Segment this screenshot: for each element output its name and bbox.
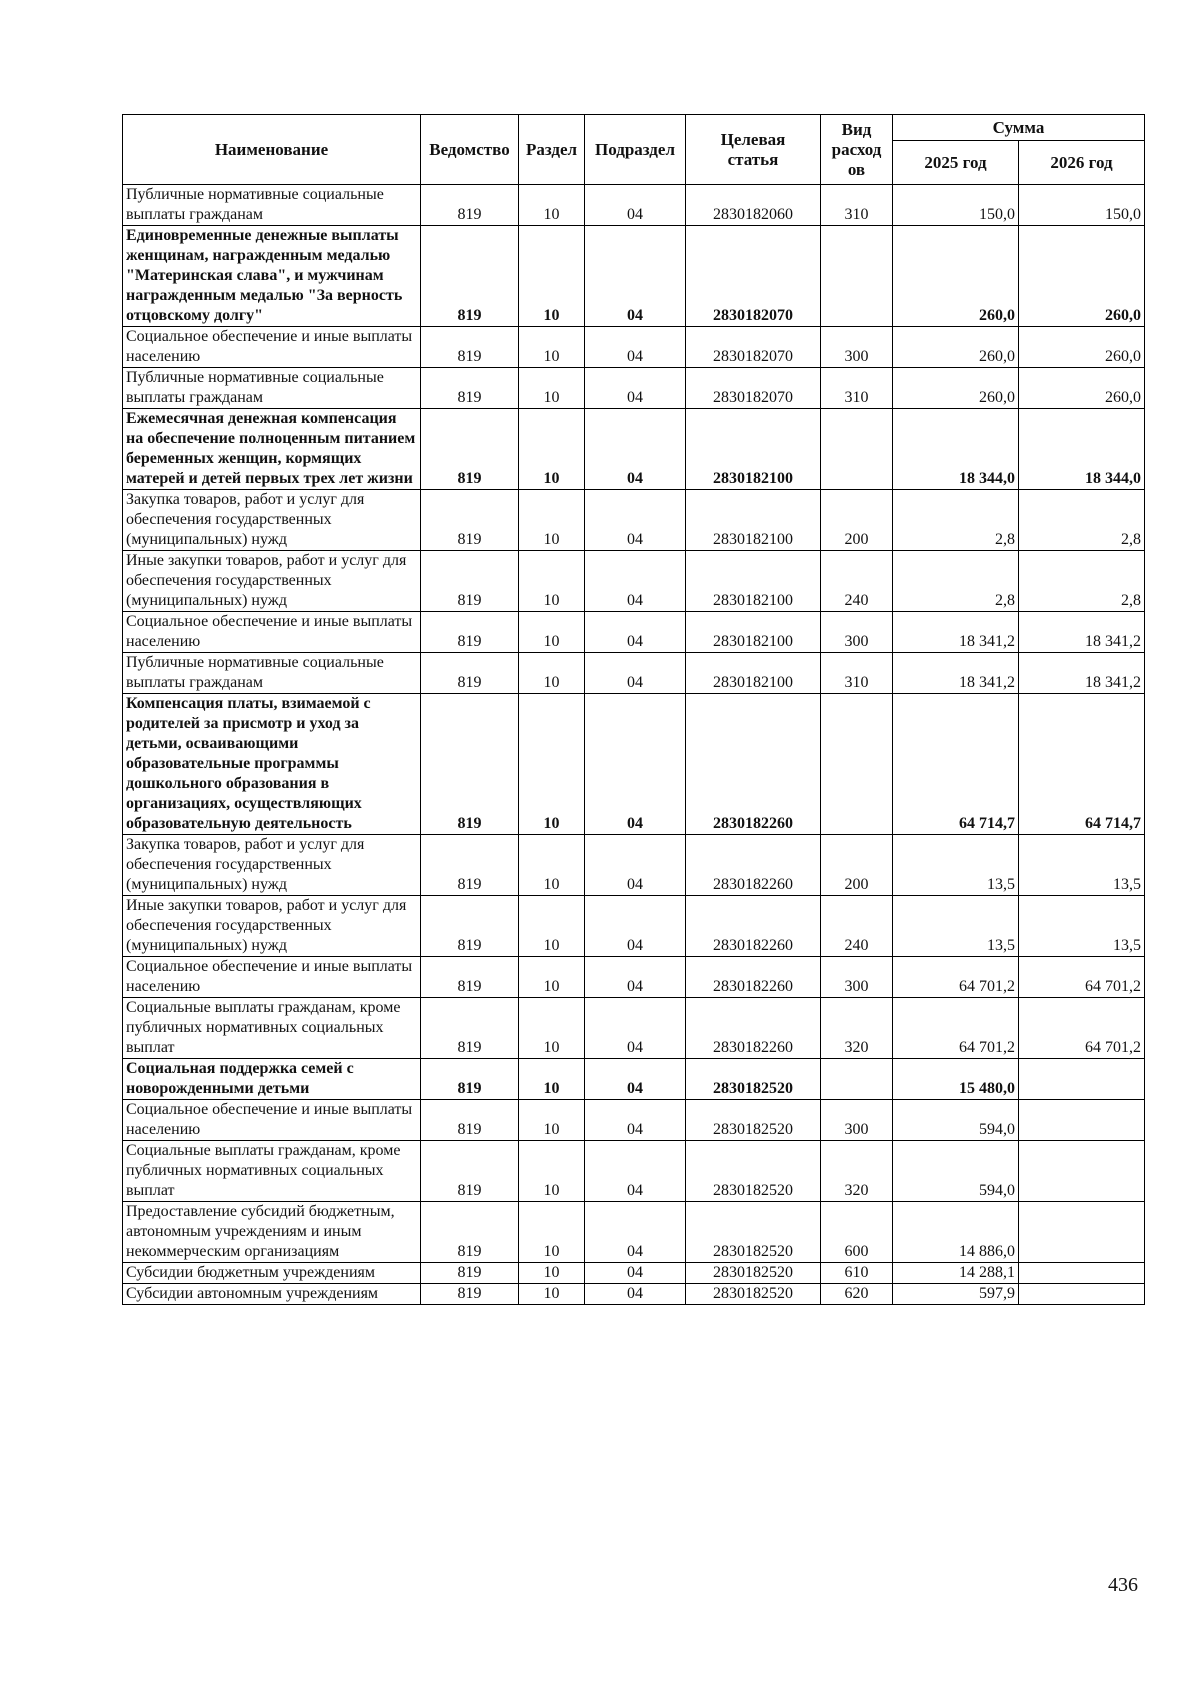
row-target-article: 2830182100 bbox=[686, 612, 821, 653]
table-row bbox=[123, 653, 1145, 694]
row-podrazdel: 04 bbox=[585, 896, 686, 957]
row-razdel: 10 bbox=[519, 226, 585, 327]
row-name: Иные закупки товаров, работ и услуг для обеспечения государственных (муниципальных) нужд bbox=[123, 551, 421, 612]
row-vedomstvo: 819 bbox=[421, 490, 519, 551]
row-razdel: 10 bbox=[519, 1059, 585, 1100]
row-sum-2025: 2,8 bbox=[893, 490, 1019, 551]
table-row bbox=[123, 1284, 1145, 1305]
row-name: Социальные выплаты гражданам, кроме публичных нормативных социальных выплат bbox=[123, 998, 421, 1059]
row-name: Социальное обеспечение и иные выплаты населению bbox=[123, 327, 421, 368]
table-row bbox=[123, 490, 1145, 551]
row-name: Иные закупки товаров, работ и услуг для обеспечения государственных (муниципальных) нужд bbox=[123, 896, 421, 957]
row-vedomstvo: 819 bbox=[421, 1284, 519, 1305]
row-razdel: 10 bbox=[519, 1100, 585, 1141]
row-sum-2026: 2,8 bbox=[1019, 490, 1145, 551]
row-sum-2025: 18 341,2 bbox=[893, 653, 1019, 694]
row-target-article: 2830182060 bbox=[686, 185, 821, 226]
row-podrazdel: 04 bbox=[585, 368, 686, 409]
row-target-article: 2830182100 bbox=[686, 409, 821, 490]
row-vid-rashodov: 610 bbox=[821, 1263, 893, 1284]
header-year-2026: 2026 год bbox=[1019, 141, 1145, 185]
row-sum-2026: 18 341,2 bbox=[1019, 612, 1145, 653]
row-name: Закупка товаров, работ и услуг для обеспечения государственных (муниципальных) нужд bbox=[123, 835, 421, 896]
table-row bbox=[123, 612, 1145, 653]
table-row bbox=[123, 1059, 1145, 1100]
page-number: 436 bbox=[1108, 1574, 1138, 1596]
row-name: Субсидии автономным учреждениям bbox=[123, 1284, 421, 1305]
row-sum-2025: 18 341,2 bbox=[893, 612, 1019, 653]
row-podrazdel: 04 bbox=[585, 1263, 686, 1284]
table-row bbox=[123, 185, 1145, 226]
row-sum-2025: 13,5 bbox=[893, 896, 1019, 957]
row-vid-rashodov bbox=[821, 1059, 893, 1100]
row-vedomstvo: 819 bbox=[421, 551, 519, 612]
row-vedomstvo: 819 bbox=[421, 612, 519, 653]
table-row bbox=[123, 896, 1145, 957]
row-podrazdel: 04 bbox=[585, 835, 686, 896]
row-podrazdel: 04 bbox=[585, 551, 686, 612]
row-podrazdel: 04 bbox=[585, 694, 686, 835]
row-sum-2026 bbox=[1019, 1263, 1145, 1284]
row-sum-2025: 594,0 bbox=[893, 1100, 1019, 1141]
row-target-article: 2830182100 bbox=[686, 653, 821, 694]
row-razdel: 10 bbox=[519, 835, 585, 896]
row-name: Единовременные денежные выплаты женщинам, награжденным медалью "Материнская слава", и мужчинам награжденным медалью "За верность отцовскому долгу" bbox=[123, 226, 421, 327]
row-name: Социальные выплаты гражданам, кроме публичных нормативных социальных выплат bbox=[123, 1141, 421, 1202]
row-vedomstvo: 819 bbox=[421, 896, 519, 957]
row-name: Социальное обеспечение и иные выплаты населению bbox=[123, 957, 421, 998]
row-vedomstvo: 819 bbox=[421, 1100, 519, 1141]
table-body bbox=[123, 185, 1145, 1305]
row-razdel: 10 bbox=[519, 490, 585, 551]
row-razdel: 10 bbox=[519, 998, 585, 1059]
table-row bbox=[123, 327, 1145, 368]
row-sum-2026 bbox=[1019, 1100, 1145, 1141]
table-row bbox=[123, 368, 1145, 409]
row-name: Субсидии бюджетным учреждениям bbox=[123, 1263, 421, 1284]
row-razdel: 10 bbox=[519, 896, 585, 957]
row-name: Социальное обеспечение и иные выплаты населению bbox=[123, 1100, 421, 1141]
row-vid-rashodov bbox=[821, 226, 893, 327]
row-target-article: 2830182520 bbox=[686, 1202, 821, 1263]
table-row bbox=[123, 998, 1145, 1059]
row-sum-2025: 260,0 bbox=[893, 226, 1019, 327]
row-sum-2025: 15 480,0 bbox=[893, 1059, 1019, 1100]
row-vid-rashodov: 310 bbox=[821, 185, 893, 226]
row-name: Публичные нормативные социальные выплаты гражданам bbox=[123, 185, 421, 226]
row-sum-2026: 2,8 bbox=[1019, 551, 1145, 612]
row-razdel: 10 bbox=[519, 653, 585, 694]
row-vedomstvo: 819 bbox=[421, 1059, 519, 1100]
row-name: Предоставление субсидий бюджетным, автономным учреждениям и иным некоммерческим организациям bbox=[123, 1202, 421, 1263]
row-vedomstvo: 819 bbox=[421, 368, 519, 409]
row-podrazdel: 04 bbox=[585, 185, 686, 226]
table-row bbox=[123, 1263, 1145, 1284]
row-vid-rashodov bbox=[821, 694, 893, 835]
row-name: Социальная поддержка семей с новорожденными детьми bbox=[123, 1059, 421, 1100]
table-row bbox=[123, 835, 1145, 896]
row-target-article: 2830182260 bbox=[686, 694, 821, 835]
row-razdel: 10 bbox=[519, 551, 585, 612]
row-podrazdel: 04 bbox=[585, 1284, 686, 1305]
row-podrazdel: 04 bbox=[585, 490, 686, 551]
row-podrazdel: 04 bbox=[585, 1059, 686, 1100]
row-podrazdel: 04 bbox=[585, 1141, 686, 1202]
row-name: Закупка товаров, работ и услуг для обеспечения государственных (муниципальных) нужд bbox=[123, 490, 421, 551]
row-sum-2026: 150,0 bbox=[1019, 185, 1145, 226]
row-target-article: 2830182520 bbox=[686, 1141, 821, 1202]
row-razdel: 10 bbox=[519, 612, 585, 653]
row-razdel: 10 bbox=[519, 1141, 585, 1202]
row-vid-rashodov: 300 bbox=[821, 1100, 893, 1141]
row-name: Публичные нормативные социальные выплаты гражданам bbox=[123, 368, 421, 409]
row-vid-rashodov: 200 bbox=[821, 835, 893, 896]
row-sum-2026: 260,0 bbox=[1019, 368, 1145, 409]
row-name: Публичные нормативные социальные выплаты гражданам bbox=[123, 653, 421, 694]
row-sum-2026 bbox=[1019, 1284, 1145, 1305]
row-razdel: 10 bbox=[519, 409, 585, 490]
row-vid-rashodov: 600 bbox=[821, 1202, 893, 1263]
row-sum-2025: 64 701,2 bbox=[893, 957, 1019, 998]
row-sum-2026: 260,0 bbox=[1019, 226, 1145, 327]
row-sum-2025: 260,0 bbox=[893, 368, 1019, 409]
row-vedomstvo: 819 bbox=[421, 957, 519, 998]
header-year-2025: 2025 год bbox=[893, 141, 1019, 185]
row-target-article: 2830182070 bbox=[686, 327, 821, 368]
row-razdel: 10 bbox=[519, 1202, 585, 1263]
row-sum-2025: 13,5 bbox=[893, 835, 1019, 896]
row-vedomstvo: 819 bbox=[421, 226, 519, 327]
row-sum-2026: 13,5 bbox=[1019, 835, 1145, 896]
row-vid-rashodov: 300 bbox=[821, 957, 893, 998]
header-razdel: Раздел bbox=[519, 115, 585, 185]
row-vedomstvo: 819 bbox=[421, 1202, 519, 1263]
table-row bbox=[123, 226, 1145, 327]
row-sum-2026: 18 344,0 bbox=[1019, 409, 1145, 490]
row-vedomstvo: 819 bbox=[421, 835, 519, 896]
row-sum-2026: 64 714,7 bbox=[1019, 694, 1145, 835]
row-sum-2026 bbox=[1019, 1059, 1145, 1100]
row-vid-rashodov bbox=[821, 409, 893, 490]
row-razdel: 10 bbox=[519, 694, 585, 835]
row-podrazdel: 04 bbox=[585, 998, 686, 1059]
row-name: Компенсация платы, взимаемой с родителей за присмотр и уход за детьми, осваивающими образовательные программы дошкольного образования в организациях, осуществляющих образовательную деятельность bbox=[123, 694, 421, 835]
row-razdel: 10 bbox=[519, 1284, 585, 1305]
table-row bbox=[123, 957, 1145, 998]
row-vid-rashodov: 320 bbox=[821, 998, 893, 1059]
row-sum-2025: 594,0 bbox=[893, 1141, 1019, 1202]
row-sum-2025: 14 288,1 bbox=[893, 1263, 1019, 1284]
row-podrazdel: 04 bbox=[585, 409, 686, 490]
row-vedomstvo: 819 bbox=[421, 998, 519, 1059]
row-podrazdel: 04 bbox=[585, 1202, 686, 1263]
row-sum-2026: 64 701,2 bbox=[1019, 998, 1145, 1059]
row-razdel: 10 bbox=[519, 368, 585, 409]
row-sum-2025: 150,0 bbox=[893, 185, 1019, 226]
row-podrazdel: 04 bbox=[585, 1100, 686, 1141]
header-target-line1: Целевая bbox=[720, 129, 786, 149]
table-row bbox=[123, 551, 1145, 612]
row-sum-2025: 14 886,0 bbox=[893, 1202, 1019, 1263]
row-target-article: 2830182260 bbox=[686, 998, 821, 1059]
row-target-article: 2830182100 bbox=[686, 490, 821, 551]
row-sum-2025: 260,0 bbox=[893, 327, 1019, 368]
row-vid-rashodov: 200 bbox=[821, 490, 893, 551]
header-vid-line1: Вид bbox=[841, 119, 872, 139]
row-vedomstvo: 819 bbox=[421, 1263, 519, 1284]
header-sum: Сумма bbox=[893, 115, 1145, 141]
row-podrazdel: 04 bbox=[585, 653, 686, 694]
row-vid-rashodov: 320 bbox=[821, 1141, 893, 1202]
row-target-article: 2830182520 bbox=[686, 1263, 821, 1284]
header-vid-rashodov bbox=[821, 115, 893, 185]
table-row bbox=[123, 694, 1145, 835]
row-razdel: 10 bbox=[519, 327, 585, 368]
row-sum-2025: 64 714,7 bbox=[893, 694, 1019, 835]
row-sum-2025: 2,8 bbox=[893, 551, 1019, 612]
row-target-article: 2830182260 bbox=[686, 957, 821, 998]
budget-table bbox=[122, 114, 1145, 1305]
row-target-article: 2830182260 bbox=[686, 896, 821, 957]
row-podrazdel: 04 bbox=[585, 226, 686, 327]
row-target-article: 2830182100 bbox=[686, 551, 821, 612]
row-vid-rashodov: 300 bbox=[821, 327, 893, 368]
row-target-article: 2830182070 bbox=[686, 368, 821, 409]
table-row bbox=[123, 1100, 1145, 1141]
row-vid-rashodov: 240 bbox=[821, 551, 893, 612]
row-sum-2025: 18 344,0 bbox=[893, 409, 1019, 490]
row-sum-2026: 64 701,2 bbox=[1019, 957, 1145, 998]
row-razdel: 10 bbox=[519, 1263, 585, 1284]
header-vid-line2: расход bbox=[831, 139, 882, 159]
row-sum-2026: 260,0 bbox=[1019, 327, 1145, 368]
header-vid-line3: ов bbox=[847, 159, 866, 179]
row-vid-rashodov: 300 bbox=[821, 612, 893, 653]
row-name: Социальное обеспечение и иные выплаты населению bbox=[123, 612, 421, 653]
table-row bbox=[123, 1202, 1145, 1263]
row-sum-2026 bbox=[1019, 1141, 1145, 1202]
row-target-article: 2830182260 bbox=[686, 835, 821, 896]
row-sum-2026: 13,5 bbox=[1019, 896, 1145, 957]
row-sum-2026: 18 341,2 bbox=[1019, 653, 1145, 694]
row-vedomstvo: 819 bbox=[421, 409, 519, 490]
row-sum-2026 bbox=[1019, 1202, 1145, 1263]
row-vid-rashodov: 310 bbox=[821, 368, 893, 409]
row-razdel: 10 bbox=[519, 185, 585, 226]
table-row bbox=[123, 1141, 1145, 1202]
row-podrazdel: 04 bbox=[585, 327, 686, 368]
row-vedomstvo: 819 bbox=[421, 185, 519, 226]
header-target-line2: статья bbox=[727, 149, 779, 169]
row-vedomstvo: 819 bbox=[421, 694, 519, 835]
row-vid-rashodov: 620 bbox=[821, 1284, 893, 1305]
row-podrazdel: 04 bbox=[585, 612, 686, 653]
row-vedomstvo: 819 bbox=[421, 653, 519, 694]
row-podrazdel: 04 bbox=[585, 957, 686, 998]
row-sum-2025: 64 701,2 bbox=[893, 998, 1019, 1059]
header-target-article bbox=[686, 115, 821, 185]
table-row bbox=[123, 409, 1145, 490]
header-vedomstvo: Ведомство bbox=[421, 115, 519, 185]
row-sum-2025: 597,9 bbox=[893, 1284, 1019, 1305]
row-target-article: 2830182520 bbox=[686, 1284, 821, 1305]
row-target-article: 2830182520 bbox=[686, 1059, 821, 1100]
row-target-article: 2830182070 bbox=[686, 226, 821, 327]
row-razdel: 10 bbox=[519, 957, 585, 998]
row-vedomstvo: 819 bbox=[421, 1141, 519, 1202]
header-name: Наименование bbox=[123, 115, 421, 185]
row-vid-rashodov: 310 bbox=[821, 653, 893, 694]
row-name: Ежемесячная денежная компенсация на обеспечение полноценным питанием беременных женщин, кормящих матерей и детей первых трех лет жизни bbox=[123, 409, 421, 490]
header-podrazdel: Подраздел bbox=[585, 115, 686, 185]
row-vid-rashodov: 240 bbox=[821, 896, 893, 957]
row-vedomstvo: 819 bbox=[421, 327, 519, 368]
row-target-article: 2830182520 bbox=[686, 1100, 821, 1141]
